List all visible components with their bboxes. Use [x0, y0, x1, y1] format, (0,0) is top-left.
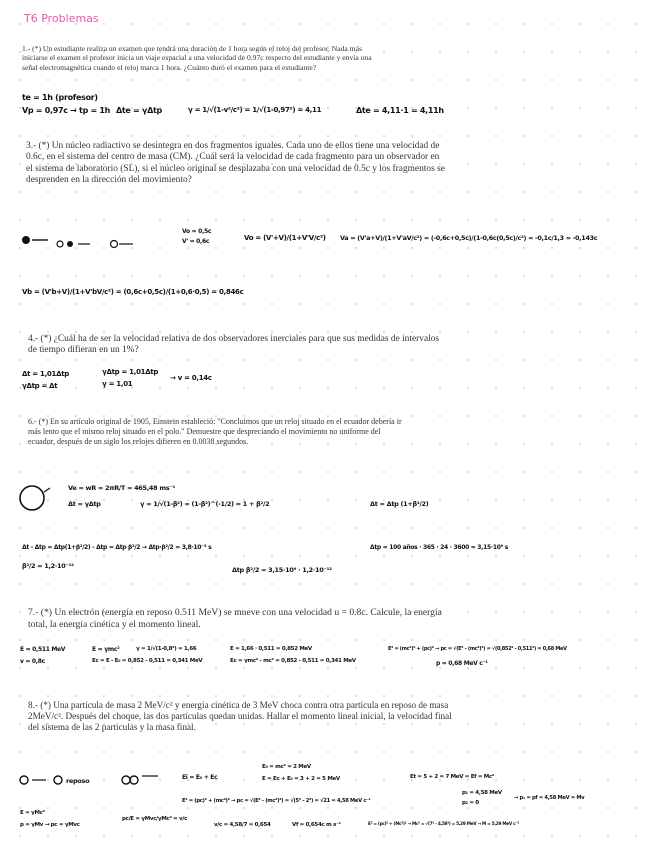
- p7-note-momentum: p = 0,68 MeV c⁻¹: [436, 660, 488, 667]
- p4-note-result: → v = 0,14c: [170, 374, 212, 382]
- problem-8-text: 8.- (*) Una partícula de masa 2 MeV/c² y energía cinética de 3 MeV choca contra otra partícula en reposo de masa 2MeV/c². Después del choque, las dos partículas quedan unidas. Hallar el momento lineal inicial, la velocidad final del sistema de las 2 partículas y la masa final.: [28, 700, 452, 733]
- p6-note-check: Δtp β²/2 = 3,15·10⁹ · 1,2·10⁻¹²: [232, 566, 332, 574]
- p8-note-rest: reposo: [66, 777, 90, 785]
- p6-note-difference: Δt - Δtp = Δtp(1+β²/2) - Δtp = Δtp β²/2 → Δtp·β²/2 = 3,8·10⁻³ s: [22, 544, 212, 551]
- p8-note-energy-gamma: E = γMc²: [20, 810, 45, 816]
- p7-note-gamma: γ = 1/√(1-0,8²) = 1,66: [136, 646, 197, 652]
- p8-particle-joined-b: [130, 776, 138, 784]
- problem-1-text: 1.- (*) Un estudiante realiza un examen que tendrá una duración de 1 hora según el reloj del profesor. Nada más iniciarse el examen el profesor inicia un viaje espacial a una velocidad de 0.97c respecto del estudiante y envía una señal electromagnética cuando el reloj marca 1 hora. ¿Cuánto duró el examen para el estudiante?: [22, 44, 372, 72]
- p8-note-final-speed: Vf = 0,654c m s⁻¹: [292, 822, 341, 828]
- p1-note-given: te = 1h (profesor): [22, 93, 98, 102]
- p3-note-v0: Vo = 0,5c: [182, 228, 212, 235]
- page-title: T6 Problemas: [24, 12, 99, 25]
- p6-note-dilation: Δt = γΔtp: [68, 500, 101, 508]
- p3-nucleus-diagram: [18, 226, 148, 266]
- p7-note-energy-formula: E = γmc²: [92, 646, 120, 653]
- p7-note-momentum-eq: E² = (mc²)² + (pc)² → pc = √(E² - (mc²)²) = √(0,852² - 0,511²) = 0,68 MeV: [388, 646, 567, 652]
- p8-note-final-mass: E² = (pc)² + (Mc²)² → Mc² = √(7² - 4,58²) = 5,29 MeV → M = 5,29 MeV c⁻²: [368, 822, 519, 827]
- p3-fragment-center: [67, 241, 73, 247]
- p8-note-p2: p₂ = 0: [462, 800, 479, 806]
- p3-nucleus-before: [22, 236, 30, 244]
- problem-4-text: 4.- (*) ¿Cuál ha de ser la velocidad relativa de dos observadores inerciales para que sus medidas de intervalos de tiempo difieran en un 1%?: [28, 334, 440, 356]
- problem-7-text: 7.- (*) Un electrón (energía en reposo 0.511 MeV) se mueve con una velocidad u = 0.8c. Calcule, la energía total, la energía cinética y el momento lineal.: [28, 607, 442, 630]
- p6-note-century: Δtp = 100 años · 365 · 24 · 3600 = 3,15·10⁹ s: [370, 544, 509, 551]
- p4-note-interval: Δt = 1,01Δtp: [22, 370, 69, 378]
- p8-note-initial-energy: Ei = E₀ + Ec: [182, 774, 218, 781]
- p8-note-rest-energy: E₀ = mc² = 2 MeV: [262, 764, 311, 770]
- p6-note-beta: β²/2 = 1,2·10⁻¹²: [22, 562, 74, 570]
- p8-note-momentum-eq: E² = (pc)² + (mc²)² → pc = √(E² - (mc²)²) = √(5² - 2²) = √21 = 4,58 MeV c⁻¹: [182, 798, 371, 804]
- p6-note-equator-speed: Ve = wR = 2πR/T = 465,48 ms⁻¹: [68, 484, 176, 492]
- p3-note-va: Va = (V'a+V)/(1+V'aV/c²) = (-0,6c+0,5c)/(1-0,6c(0,5c)/c²) = -0,1c/1,3 = -0,143c: [340, 234, 598, 242]
- problem-3-text: 3.- (*) Un núcleo radiactivo se desintegra en dos fragmentos iguales. Cada uno de ellos tiene una velocidad de 0.6c, en el sistema del centro de masa (CM). ¿Cuál será la velocidad de cada fragmento para un observador en el sistema de laboratorio (SL), si el núcleo original se desplazaba con una velocidad de 0.5c y los fragmentos se desprenden en la dirección del movimiento?: [26, 141, 445, 186]
- p1-note-velocity: Vp = 0,97c → tp = 1h: [22, 106, 111, 115]
- p3-fragment-right: [111, 241, 118, 248]
- p6-note-interval: Δt = Δtp (1+β²/2): [370, 500, 429, 508]
- p7-note-velocity: v = 0,8c: [20, 658, 45, 665]
- p4-note-gamma-eq: γΔtp = 1,01Δtp: [102, 368, 159, 376]
- p8-note-conservation: → p₁ = pf = 4,58 MeV = Mv: [514, 795, 585, 801]
- p1-note-dilation: Δte = γΔtp: [116, 106, 162, 115]
- p1-note-gamma: γ = 1/√(1-v²/c²) = 1/√(1-0,97²) = 4,11: [188, 106, 322, 114]
- p3-note-vprime: V' = 0,6c: [182, 238, 210, 245]
- p3-fragment-left: [57, 241, 63, 247]
- p3-note-vb: Vb = (V'b+V)/(1+V'bV/c²) = (0,6c+0,5c)/(1+0,6·0,5) = 0,846c: [22, 288, 244, 296]
- p8-note-final-energy: Et = 5 + 2 = 7 MeV = Ef = Mc²: [410, 774, 495, 780]
- p8-particle-rest: [54, 776, 62, 784]
- p8-note-ratio: pc/E = γMvc/γMc² = v/c: [122, 816, 188, 822]
- p6-earth-diagram: [18, 482, 52, 516]
- p8-particle-moving: [20, 776, 28, 784]
- p8-note-speed-ratio: v/c = 4,58/7 = 0,654: [214, 822, 271, 828]
- p8-note-total-energy: E = Ec + E₀ = 3 + 2 = 5 MeV: [262, 776, 340, 782]
- p1-note-result: Δte = 4,11·1 = 4,11h: [356, 106, 444, 115]
- p8-collision-diagram: [18, 768, 168, 792]
- p6-earth-circle: [20, 486, 44, 510]
- p3-note-formula: Vo = (V'+V)/(1+V'V/c²): [244, 234, 326, 242]
- p4-note-relation: γΔtp = Δt: [22, 382, 58, 390]
- p7-note-total: E = 1,66 · 0,511 = 0,852 MeV: [230, 646, 312, 652]
- p8-particle-joined-a: [122, 776, 130, 784]
- p7-note-kinetic-alt: Ec = γmc² - mc² = 0,852 - 0,511 = 0,341 MeV: [230, 658, 356, 664]
- problem-6-text: 6.- (*) En su artículo original de 1905, Einstein estableció: "Concluimos que un reloj situado en el ecuador debería ir más lento que el mismo reloj situado en el polo." Demuestre que despreciando el movimiento no uniforme del ecuador, después de un siglo los relojes difieren en 0.0038 segundos.: [28, 417, 402, 446]
- p8-note-momentum-gamma: p = γMv → pc = γMvc: [20, 822, 80, 828]
- p8-note-p1: p₁ = 4,58 MeV: [462, 790, 502, 796]
- p4-note-gamma: γ = 1,01: [102, 380, 133, 388]
- p7-note-kinetic: Ec = E - E₀ = 0,852 - 0,511 = 0,341 MeV: [92, 658, 203, 664]
- p6-note-expansion: γ = 1/√(1-β²) = (1-β²)^(-1/2) ≈ 1 + β²/2: [140, 500, 270, 508]
- p7-note-rest-energy: E = 0,511 MeV: [20, 646, 66, 653]
